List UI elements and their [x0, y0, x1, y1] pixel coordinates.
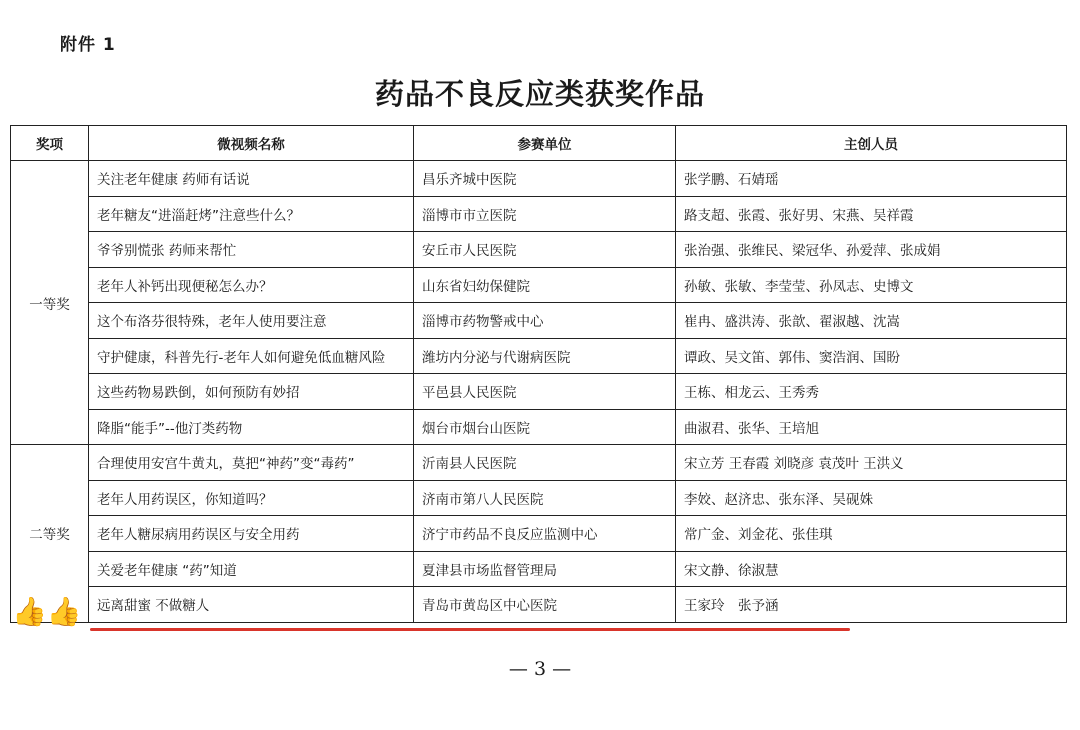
creators: 王栋、相龙云、王秀秀	[676, 374, 1067, 410]
organization: 青岛市黄岛区中心医院	[414, 587, 676, 623]
thumbs-up-icon: 👍👍	[12, 595, 82, 628]
creators: 常广金、刘金花、张佳琪	[676, 516, 1067, 552]
organization: 夏津县市场监督管理局	[414, 551, 676, 587]
creators: 孙敏、张敏、李莹莹、孙凤志、史博文	[676, 267, 1067, 303]
table-row	[11, 196, 1067, 232]
table-row	[11, 587, 1067, 623]
header-organization: 参赛单位	[414, 126, 676, 161]
page-number: — 3 —	[508, 658, 572, 680]
table-row	[11, 338, 1067, 374]
table-row	[11, 267, 1067, 303]
organization: 烟台市烟台山医院	[414, 409, 676, 445]
video-name: 爷爷别慌张 药师来帮忙	[89, 232, 414, 268]
video-name: 老年人用药误区，你知道吗？	[89, 480, 414, 516]
creators: 曲淑君、张华、王培旭	[676, 409, 1067, 445]
video-name: 老年糖友“进淄赶烤”注意些什么？	[89, 196, 414, 232]
table-row	[11, 374, 1067, 410]
awards-table	[10, 125, 1067, 623]
organization: 淄博市市立医院	[414, 196, 676, 232]
prize-second: 二等奖	[11, 445, 89, 623]
table-row	[11, 516, 1067, 552]
creators: 谭政、吴文笛、郭伟、窦浩润、国盼	[676, 338, 1067, 374]
organization: 平邑县人民医院	[414, 374, 676, 410]
table-header-row	[11, 126, 1067, 161]
header-prize: 奖项	[11, 126, 89, 161]
video-name: 这些药物易跌倒，如何预防有妙招	[89, 374, 414, 410]
video-name: 这个布洛芬很特殊，老年人使用要注意	[89, 303, 414, 339]
creators: 路支超、张霞、张好男、宋燕、吴祥霞	[676, 196, 1067, 232]
header-creators: 主创人员	[676, 126, 1067, 161]
video-name: 降脂“能手”--他汀类药物	[89, 409, 414, 445]
organization: 淄博市药物警戒中心	[414, 303, 676, 339]
video-name: 老年人糖尿病用药误区与安全用药	[89, 516, 414, 552]
table-row	[11, 551, 1067, 587]
attachment-label: 附件 1	[60, 35, 116, 55]
organization: 潍坊内分泌与代谢病医院	[414, 338, 676, 374]
table-row	[11, 480, 1067, 516]
video-name: 关爱老年健康 “药”知道	[89, 551, 414, 587]
organization: 昌乐齐城中医院	[414, 161, 676, 197]
organization: 山东省妇幼保健院	[414, 267, 676, 303]
table-row	[11, 409, 1067, 445]
organization: 济南市第八人民医院	[414, 480, 676, 516]
video-name: 守护健康，科普先行-老年人如何避免低血糖风险	[89, 338, 414, 374]
page-title: 药品不良反应类获奖作品	[374, 77, 705, 111]
creators: 宋立芳 王春霞 刘晓彦 袁茂叶 王洪义	[676, 445, 1067, 481]
organization: 沂南县人民医院	[414, 445, 676, 481]
organization: 安丘市人民医院	[414, 232, 676, 268]
creators: 宋文静、徐淑慧	[676, 551, 1067, 587]
video-name: 合理使用安宫牛黄丸，莫把“神药”变“毒药”	[89, 445, 414, 481]
video-name: 关注老年健康 药师有话说	[89, 161, 414, 197]
table-row	[11, 161, 1067, 197]
table-row	[11, 232, 1067, 268]
table-row	[11, 445, 1067, 481]
creators: 张学鹏、石婧瑶	[676, 161, 1067, 197]
creators: 王家玲 张予涵	[676, 587, 1067, 623]
table-row	[11, 303, 1067, 339]
organization: 济宁市药品不良反应监测中心	[414, 516, 676, 552]
creators: 张治强、张维民、梁冠华、孙爱萍、张成娟	[676, 232, 1067, 268]
creators: 崔冉、盛洪涛、张歆、翟淑越、沈嵩	[676, 303, 1067, 339]
prize-first: 一等奖	[11, 161, 89, 445]
video-name: 远离甜蜜 不做糖人	[89, 587, 414, 623]
highlight-underline	[90, 628, 850, 631]
video-name: 老年人补钙出现便秘怎么办？	[89, 267, 414, 303]
creators: 李姣、赵济忠、张东泽、吴砚姝	[676, 480, 1067, 516]
header-video-name: 微视频名称	[89, 126, 414, 161]
